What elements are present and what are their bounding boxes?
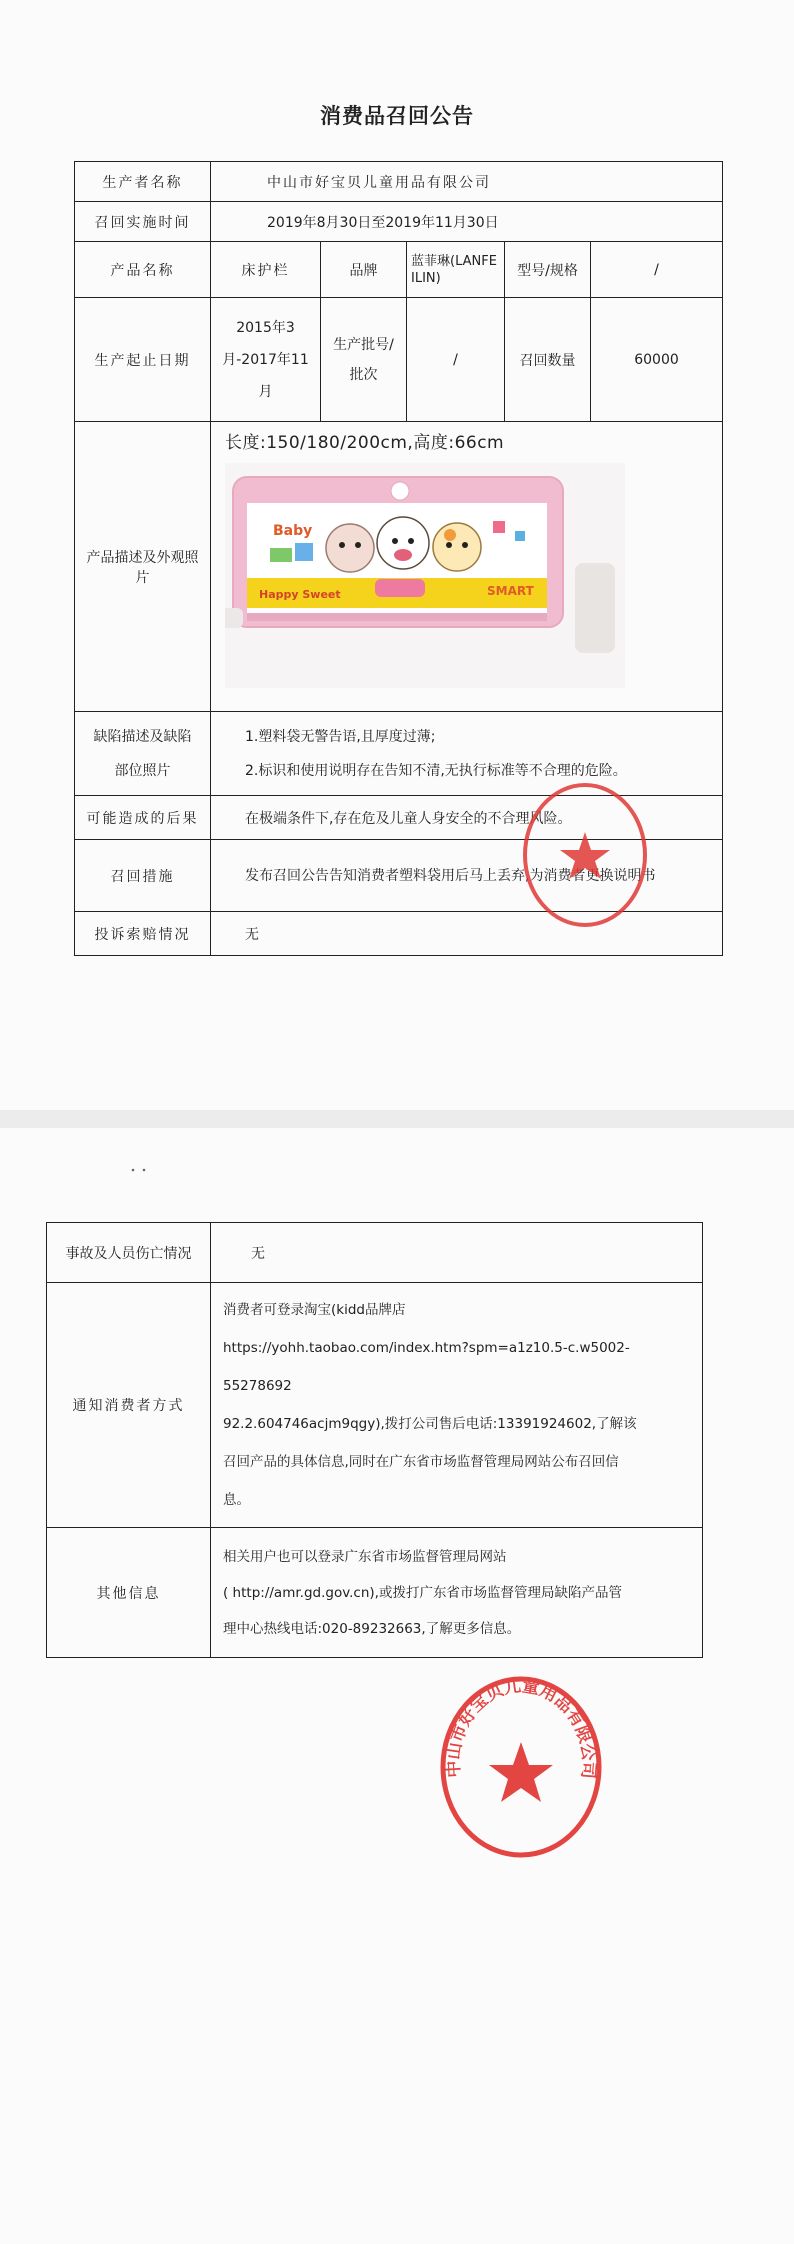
complaint-label: 投诉索赔情况 [75, 912, 211, 956]
row-notify [47, 1283, 703, 1528]
seal-text: 中山市好宝贝儿童用品有限公司 [443, 1676, 599, 1780]
manufacturer-value: 中山市好宝贝儿童用品有限公司 [211, 162, 723, 202]
product-label: 产品名称 [75, 242, 211, 298]
row-description [75, 422, 723, 712]
size-text: 长度:150/180/200cm,高度:66cm [225, 433, 505, 453]
other-line-1: 相关用户也可以登录广东省市场监督管理局网站 [223, 1548, 507, 1565]
company-seal-stamp [436, 1672, 606, 1862]
scan-dots [130, 1166, 150, 1174]
defect-item-1: 1.塑料袋无警告语,且厚度过薄; [245, 728, 436, 745]
brand-value: 蓝菲琳(LANFEILIN) [407, 242, 505, 298]
consequence-label: 可能造成的后果 [75, 796, 211, 840]
production-label: 生产起止日期 [75, 298, 211, 422]
model-value: / [591, 242, 723, 298]
row-recall-period [75, 202, 723, 242]
document-page-2 [0, 1128, 794, 2244]
recall-period-value: 2019年8月30日至2019年11月30日 [211, 202, 723, 242]
batch-label: 生产批号/批次 [321, 298, 407, 422]
document-page-1 [0, 0, 794, 1110]
page-title: 消费品召回公告 [320, 104, 474, 128]
svg-text:Happy Sweet: Happy Sweet [259, 588, 341, 601]
casualties-value: 无 [211, 1223, 703, 1283]
measures-label: 召回措施 [75, 840, 211, 912]
svg-text:Baby: Baby [273, 523, 313, 539]
company-seal-stamp [520, 780, 650, 930]
other-label: 其他信息 [47, 1528, 211, 1658]
notify-line-1: 消费者可登录淘宝(kidd品牌店 [223, 1302, 406, 1318]
notify-line-3: 92.2.604746acjm9qgy),拨打公司售后电话:13391924602,了解该 [223, 1416, 637, 1432]
bed-rail-illustration [225, 463, 625, 688]
recall-period-label: 召回实施时间 [75, 202, 211, 242]
defect-label: 缺陷描述及缺陷部位照片 [75, 712, 211, 796]
recall-info-table-continued [46, 1222, 703, 1658]
measures-value: 发布召回公告告知消费者塑料袋用后马上丢弃,为消费者更换说明书 [211, 840, 723, 912]
svg-text:SMART: SMART [487, 584, 534, 598]
batch-value: / [407, 298, 505, 422]
other-line-2: ( http://amr.gd.gov.cn),或拨打广东省市场监督管理局缺陷产品管 [223, 1584, 622, 1601]
casualties-label: 事故及人员伤亡情况 [47, 1223, 211, 1283]
other-line-3: 理中心热线电话:020-89232663,了解更多信息。 [223, 1620, 521, 1637]
product-value: 床护栏 [211, 242, 321, 298]
product-photo [225, 463, 625, 688]
defect-item-2: 2.标识和使用说明存在告知不清,无执行标准等不合理的危险。 [245, 762, 627, 779]
brand-label: 品牌 [321, 242, 407, 298]
description-label: 产品描述及外观照片 [75, 422, 211, 712]
notify-line-2: https://yohh.taobao.com/index.htm?spm=a1z10.5-c.w5002-55278692 [223, 1340, 630, 1394]
row-product [75, 242, 723, 298]
notify-line-5: 息。 [223, 1492, 250, 1508]
notify-label: 通知消费者方式 [47, 1283, 211, 1528]
consequence-value: 在极端条件下,存在危及儿童人身安全的不合理风险。 [211, 796, 723, 840]
qty-label: 召回数量 [505, 298, 591, 422]
complaint-value: 无 [211, 912, 723, 956]
model-label: 型号/规格 [505, 242, 591, 298]
row-casualties [47, 1223, 703, 1283]
notify-line-4: 召回产品的具体信息,同时在广东省市场监督管理局网站公布召回信 [223, 1454, 619, 1470]
qty-value: 60000 [591, 298, 723, 422]
row-other [47, 1528, 703, 1658]
row-manufacturer [75, 162, 723, 202]
manufacturer-label: 生产者名称 [75, 162, 211, 202]
production-value: 2015年3月-2017年11月 [211, 298, 321, 422]
row-production [75, 298, 723, 422]
